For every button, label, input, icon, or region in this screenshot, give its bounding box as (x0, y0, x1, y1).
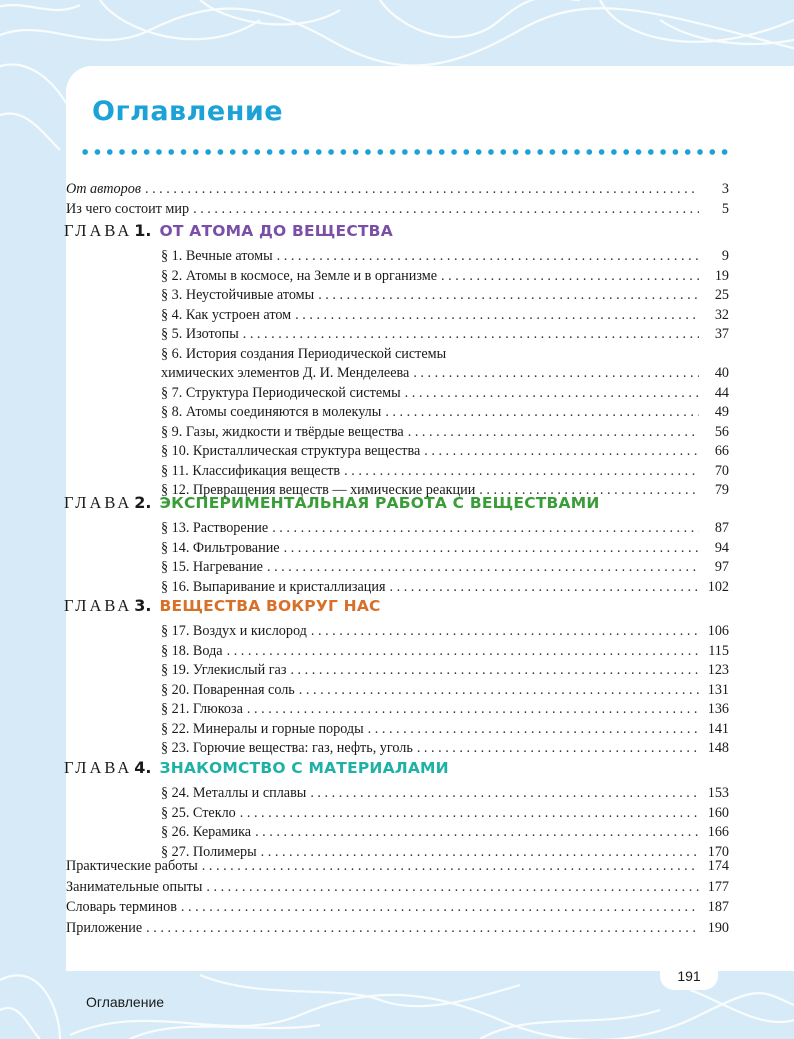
toc-entry-label: § 17. Воздух и кислород (161, 623, 307, 639)
toc-entry-page: 170 (707, 843, 729, 860)
chapter-number: 4. (134, 758, 152, 777)
toc-entry-section[interactable] (161, 266, 729, 286)
toc-entry-section[interactable] (161, 441, 729, 461)
toc-entry-section[interactable] (161, 621, 729, 641)
chapter-number: 3. (134, 596, 152, 615)
toc-entry-label: Словарь терминов (66, 899, 177, 915)
toc-entry-section[interactable] (161, 402, 729, 422)
dot-leader (441, 266, 699, 286)
toc-entry-label: Практические работы (66, 858, 198, 874)
dot-leader (247, 699, 699, 719)
toc-entry-section[interactable] (161, 363, 729, 383)
toc-entry-page: 79 (714, 482, 729, 498)
dot-leader (146, 918, 699, 938)
toc-entry-label-line1: § 6. История создания Периодической системы (161, 345, 447, 362)
toc-entry-appendix[interactable] (66, 877, 729, 897)
toc-entry-label: Приложение (66, 919, 143, 936)
toc-entry-label: § 7. Структура Периодической системы (161, 384, 401, 401)
toc-entry-label: § 16. Выпаривание и кристаллизация (161, 578, 386, 595)
chapter-word: ГЛАВА (64, 758, 133, 777)
toc-entry-label: § 10. Кристаллическая структура вещества (161, 443, 421, 459)
toc-entry-page: 136 (707, 701, 729, 717)
toc-entry-page: 106 (707, 623, 729, 639)
dot-leader (202, 856, 699, 876)
toc-entry-label: § 8. Атомы соединяются в молекулы (161, 404, 382, 420)
dot-leader (417, 738, 699, 758)
toc-entry-appendix[interactable] (66, 897, 729, 917)
toc-entry-label: § 1. Вечные атомы (161, 248, 273, 264)
dot-leader (206, 877, 699, 897)
dot-leader (408, 422, 699, 442)
page-number: 191 (660, 962, 718, 990)
toc-entry-section[interactable] (161, 680, 729, 700)
toc-entry-section[interactable] (161, 461, 729, 481)
toc-entry-label: § 4. Как устроен атом (161, 306, 292, 323)
toc-entry-section[interactable] (161, 641, 729, 661)
toc-entry-section[interactable] (161, 305, 729, 325)
dot-leader (145, 179, 699, 199)
toc-entry-label: § 21. Глюкоза (161, 701, 243, 717)
toc-entry-page: 141 (707, 720, 729, 737)
dot-leader (255, 822, 699, 842)
toc-entry-page: 3 (721, 181, 729, 197)
dot-leader (299, 680, 699, 700)
toc-entry-page: 177 (707, 878, 729, 895)
dot-leader (181, 897, 699, 917)
toc-entry-label: § 27. Полимеры (161, 843, 257, 860)
toc-entry-page: 102 (707, 578, 729, 595)
toc-entry-section[interactable] (161, 783, 729, 803)
toc-entry-page: 32 (714, 306, 729, 323)
dot-leader (272, 518, 699, 538)
dot-leader (243, 324, 699, 344)
toc-entry-label: § 12. Превращения веществ — химические реакции (161, 482, 476, 498)
toc-entry-section[interactable] (161, 577, 729, 597)
toc-entry-page: 9 (721, 248, 729, 264)
toc-entry-section[interactable] (161, 738, 729, 758)
toc-entry-page: 44 (714, 384, 729, 401)
dot-leader (390, 577, 699, 597)
dot-leader (385, 402, 699, 422)
toc-entry-page: 40 (714, 365, 729, 381)
dot-leader (290, 660, 699, 680)
page-title: Оглавление (92, 96, 284, 127)
toc-entry-label: § 20. Поваренная соль (161, 681, 295, 698)
toc-entry-page: 19 (714, 267, 729, 284)
toc-entry-section[interactable] (161, 557, 729, 577)
toc-entry-section[interactable] (161, 822, 729, 842)
toc-entry-intro[interactable] (66, 179, 729, 199)
toc-entry-page: 148 (707, 740, 729, 756)
toc-entry-section[interactable] (161, 246, 729, 266)
toc-entry-page: 187 (707, 899, 729, 915)
toc-entry-page: 5 (721, 200, 729, 217)
toc-entry-page: 37 (714, 326, 729, 342)
toc-entry-section[interactable] (161, 383, 729, 403)
toc-entry-label: § 13. Растворение (161, 520, 269, 536)
toc-entry-section[interactable] (161, 803, 729, 823)
dot-leader (193, 199, 699, 219)
toc-entry-page: 160 (707, 804, 729, 821)
dot-leader (240, 803, 699, 823)
toc-entry-appendix[interactable] (66, 918, 729, 938)
toc-entry-section[interactable] (161, 719, 729, 739)
dot-leader (284, 538, 699, 558)
dot-leader (405, 383, 699, 403)
chapter-heading-4 (64, 758, 449, 782)
toc-entry-section[interactable] (161, 324, 729, 344)
toc-entry-label: Занимательные опыты (66, 878, 203, 895)
toc-entry-section[interactable] (161, 538, 729, 558)
toc-entry-label: § 14. Фильтрование (161, 539, 280, 556)
toc-entry-page: 87 (714, 520, 729, 536)
chapter-title: ОТ АТОМА ДО ВЕЩЕСТВА (159, 222, 393, 240)
dot-leader (424, 441, 699, 461)
toc-entry-page: 70 (714, 462, 729, 479)
toc-entry-page: 131 (707, 681, 729, 698)
toc-entry-intro[interactable] (66, 199, 729, 219)
toc-entry-label: От авторов (66, 181, 141, 197)
toc-entry-page: 49 (714, 404, 729, 420)
toc-entry-page: 174 (707, 858, 729, 874)
toc-entry-page: 115 (708, 642, 729, 659)
toc-entry-appendix[interactable] (66, 856, 729, 876)
toc-entry-label: § 22. Минералы и горные породы (161, 720, 364, 737)
chapter-word: ГЛАВА (64, 493, 133, 512)
toc-entry-page: 97 (714, 559, 729, 575)
dot-leader (310, 783, 699, 803)
toc-entry-label: § 26. Керамика (161, 824, 252, 840)
dot-leader (318, 285, 699, 305)
toc-entry-label: § 23. Горючие вещества: газ, нефть, уголь (161, 740, 413, 756)
toc-entry-page: 153 (707, 785, 729, 801)
toc-entry-label: Из чего состоит мир (66, 200, 190, 217)
toc-entry-label: § 25. Стекло (161, 804, 236, 821)
toc-entry-label: § 3. Неустойчивые атомы (161, 287, 315, 303)
toc-entry-label: химических элементов Д. И. Менделеева (161, 365, 410, 381)
toc-entry-label: § 9. Газы, жидкости и твёрдые вещества (161, 423, 404, 440)
toc-entry-label: § 11. Классификация веществ (161, 462, 341, 479)
toc-entry-section[interactable] (161, 518, 729, 538)
toc-entry-page: 56 (714, 423, 729, 440)
chapter-heading-3 (64, 596, 381, 620)
chapter-number: 1. (134, 221, 152, 240)
chapter-word: ГЛАВА (64, 221, 133, 240)
chapter-heading-2 (64, 493, 600, 517)
toc-entry-label: § 24. Металлы и сплавы (161, 785, 307, 801)
chapter-title: ЗНАКОМСТВО С МАТЕРИАЛАМИ (159, 759, 449, 777)
toc-entry-section[interactable] (161, 422, 729, 442)
dot-leader (311, 621, 699, 641)
toc-entry-label: § 5. Изотопы (161, 326, 239, 342)
chapter-word: ГЛАВА (64, 596, 133, 615)
toc-entry-page: 25 (714, 287, 729, 303)
chapter-number: 2. (134, 493, 152, 512)
toc-entry-page: 190 (707, 919, 729, 936)
dot-leader (368, 719, 699, 739)
dot-leader (227, 641, 699, 661)
toc-entry-page: 123 (707, 662, 729, 678)
toc-entry-page: 166 (707, 824, 729, 840)
toc-entry-section[interactable] (161, 660, 729, 680)
dot-leader (295, 305, 699, 325)
dot-leader (413, 363, 699, 383)
toc-entry-label: § 15. Нагревание (161, 559, 263, 575)
toc-entry-section[interactable] (161, 699, 729, 719)
toc-entry-section[interactable] (161, 285, 729, 305)
toc-entry-page: 94 (714, 539, 729, 556)
chapter-title: ЭКСПЕРИМЕНТАЛЬНАЯ РАБОТА С ВЕЩЕСТВАМИ (159, 494, 600, 512)
chapter-title: ВЕЩЕСТВА ВОКРУГ НАС (159, 597, 381, 615)
toc-entry-label: § 2. Атомы в космосе, на Земле и в организме (161, 267, 438, 284)
dot-leader (267, 557, 699, 577)
chapter-heading-1 (64, 221, 393, 245)
dot-leader (277, 246, 699, 266)
toc-entry-label: § 19. Углекислый газ (161, 662, 287, 678)
footer-label: Оглавление (86, 994, 165, 1010)
dot-leader (344, 461, 699, 481)
toc-entry-label: § 18. Вода (161, 642, 223, 659)
toc-entry-page: 66 (714, 443, 729, 459)
